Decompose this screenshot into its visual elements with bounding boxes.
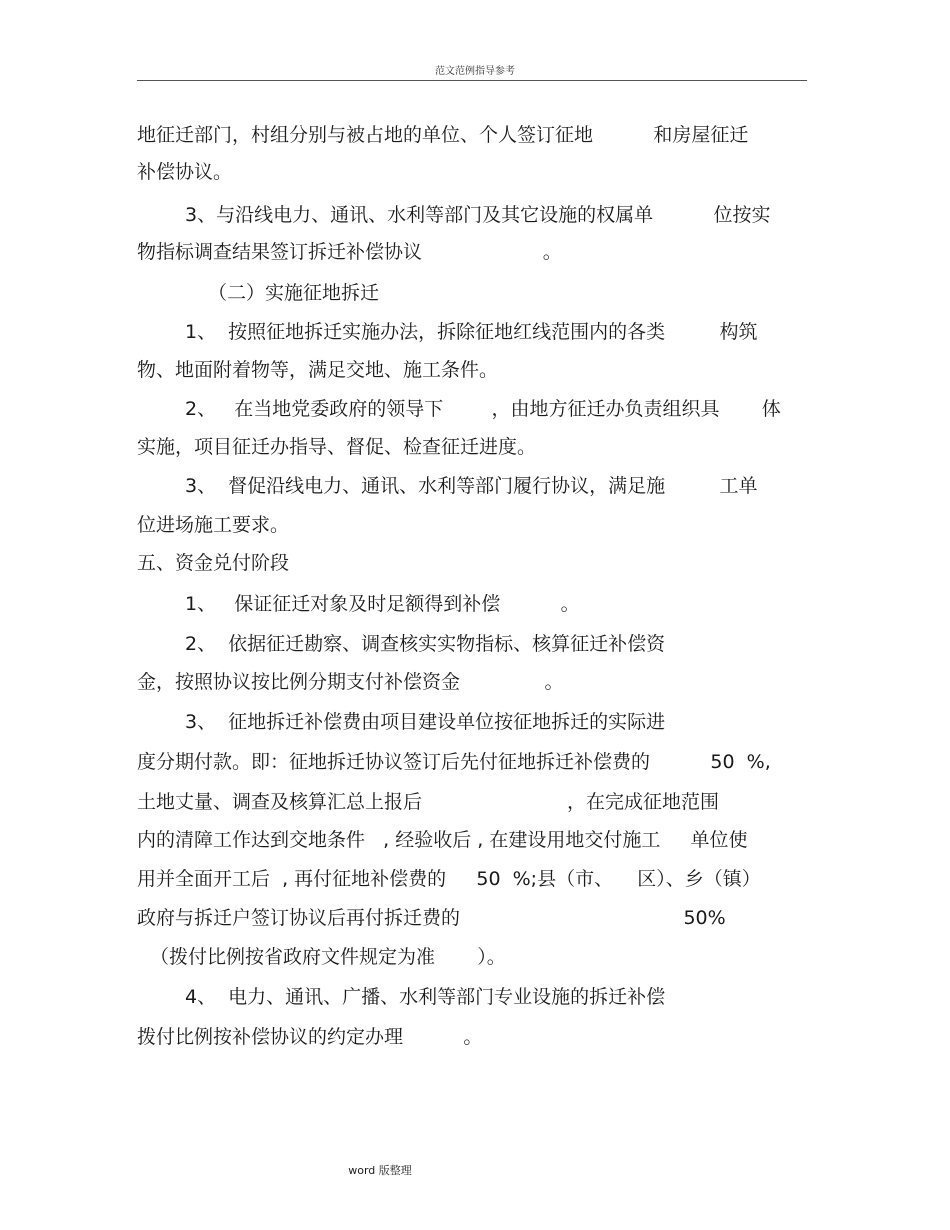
text-line: 物指标调查结果签订拆迁补偿协议 。 — [137, 241, 562, 263]
section-heading: （二）实施征地拆迁 — [208, 282, 380, 304]
text-line: 内的清障工作达到交地条件 , 经验收后 , 在建设用地交付施工 单位使 — [137, 829, 748, 851]
text-line: 物、地面附着物等，满足交地、施工条件。 — [137, 359, 499, 381]
text-line: 3、 征地拆迁补偿费由项目建设单位按征地拆迁的实际进 — [185, 711, 666, 733]
text-line: 位进场施工要求。 — [137, 514, 290, 536]
text-line: 用并全面开工后 , 再付征地补偿费的 50 %;县（市、 区）、乡（镇） — [137, 868, 761, 890]
text-line: 2、 依据征迁勘察、调查核实实物指标、核算征迁补偿资 — [185, 633, 666, 655]
page-header: 范文范例指导参考 — [435, 66, 515, 77]
text-line: 4、 电力、通讯、广播、水利等部门专业设施的拆迁补偿 — [185, 986, 666, 1008]
text-line: 政府与拆迁户签订协议后再付拆迁费的 50% — [137, 907, 726, 929]
section-heading: 五、资金兑付阶段 — [137, 552, 290, 574]
text-line: 3、与沿线电力、通讯、水利等部门及其它设施的权属单 位按实 — [185, 204, 771, 226]
text-line: 2、 在当地党委政府的领导下 ，由地方征迁办负责组织具 体 — [185, 398, 781, 420]
text-line: 地征迁部门，村组分别与被占地的单位、个人签订征地 和房屋征迁 — [137, 124, 749, 146]
page-footer: word 版整理 — [348, 1164, 412, 1177]
text-line: 补偿协议。 — [137, 161, 233, 183]
text-line: 实施，项目征迁办指导、督促、检查征迁进度。 — [137, 436, 537, 458]
text-line: 金，按照协议按比例分期支付补偿资金 。 — [137, 671, 564, 693]
text-line: 3、 督促沿线电力、通讯、水利等部门履行协议，满足施 工单 — [185, 475, 758, 497]
text-line: 拨付比例按补偿协议的约定办理 。 — [137, 1026, 483, 1048]
text-line: 土地丈量、调查及核算汇总上报后 ，在完成征地范围 — [137, 791, 719, 813]
text-line: 1、 按照征地拆迁实施办法，拆除征地红线范围内的各类 构筑 — [185, 321, 758, 343]
text-line: 1、 保证征迁对象及时足额得到补偿 。 — [185, 593, 580, 615]
header-divider — [137, 80, 807, 81]
text-line: （拨付比例按省政府文件规定为准 ）。 — [150, 946, 506, 968]
text-line: 度分期付款。即：征地拆迁协议签订后先付征地拆迁补偿费的 50 %, — [137, 751, 771, 773]
